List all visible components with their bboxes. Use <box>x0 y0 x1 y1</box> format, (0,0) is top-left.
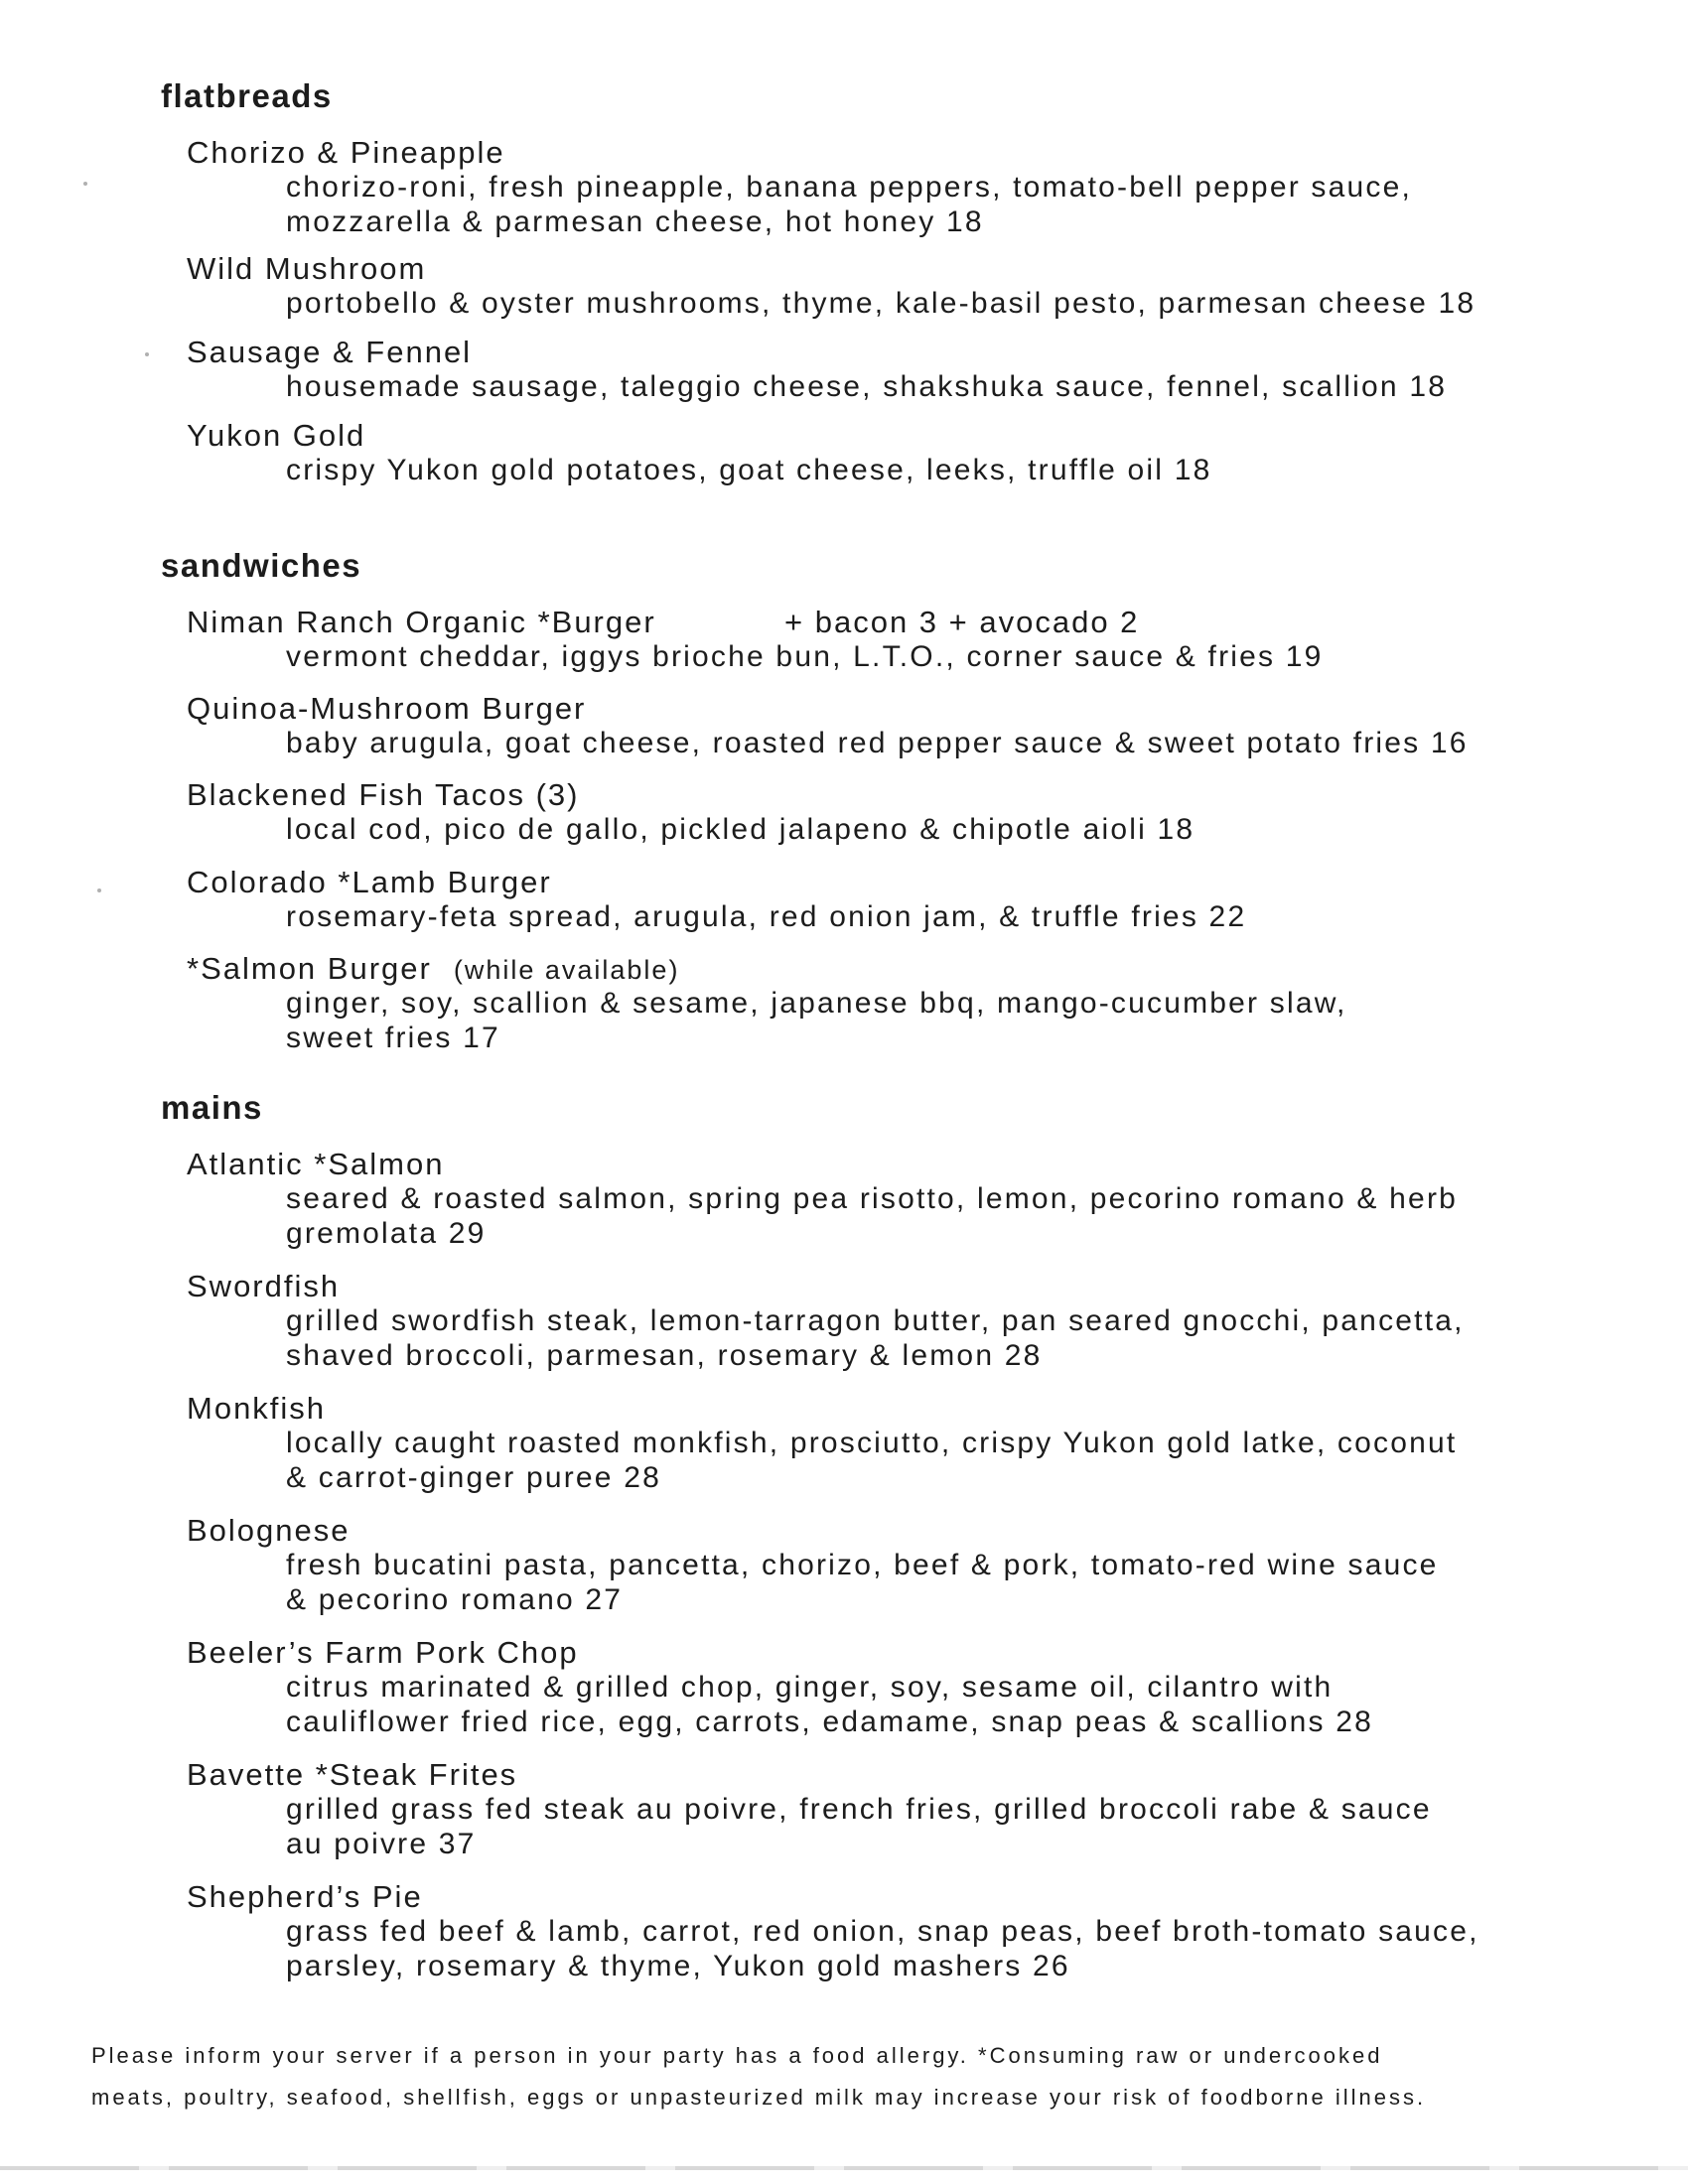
scan-speck <box>97 888 101 892</box>
menu-item-name: Bavette *Steak Frites <box>187 1757 518 1792</box>
section-heading-mains: mains <box>161 1089 263 1126</box>
menu-item-description <box>286 1303 1465 1373</box>
description-line: mozzarella & parmesan cheese, hot honey 18 <box>286 205 984 238</box>
menu-item-description <box>286 639 1324 674</box>
availability-note: (while available) <box>453 955 680 985</box>
menu-item-name: Swordfish <box>187 1269 341 1303</box>
item-name-text: *Salmon Burger <box>187 951 432 986</box>
allergy-disclaimer <box>91 2035 1640 2118</box>
menu-item-description <box>286 170 1412 239</box>
description-line: & pecorino romano 27 <box>286 1583 624 1616</box>
menu-item-name: Niman Ranch Organic *Burger <box>187 605 656 639</box>
description-line: citrus marinated & grilled chop, ginger, soy, sesame oil, cilantro with <box>286 1671 1334 1704</box>
menu-item-name: Atlantic *Salmon <box>187 1147 445 1181</box>
menu-item-name: Beeler’s Farm Pork Chop <box>187 1635 579 1670</box>
description-line: chorizo-roni, fresh pineapple, banana peppers, tomato-bell pepper sauce, <box>286 171 1413 204</box>
menu-item-name: Chorizo & Pineapple <box>187 135 505 170</box>
description-line: ginger, soy, scallion & sesame, japanese bbq, mango-cucumber slaw, <box>286 987 1347 1020</box>
menu-item-description <box>286 726 1469 760</box>
description-line: vermont cheddar, iggys brioche bun, L.T.O., corner sauce & fries 19 <box>286 640 1324 673</box>
description-line: portobello & oyster mushrooms, thyme, kale-basil pesto, parmesan cheese 18 <box>286 287 1477 320</box>
description-line: local cod, pico de gallo, pickled jalapeno & chipotle aioli 18 <box>286 813 1196 846</box>
description-line: au poivre 37 <box>286 1828 477 1860</box>
menu-item-description <box>286 1181 1458 1251</box>
description-line: grilled swordfish steak, lemon-tarragon butter, pan seared gnocchi, pancetta, <box>286 1304 1465 1337</box>
menu-item-description <box>286 812 1195 847</box>
description-line: parsley, rosemary & thyme, Yukon gold mashers 26 <box>286 1950 1070 1982</box>
scan-speck <box>145 352 149 356</box>
menu-item-name: Bolognese <box>187 1513 351 1548</box>
section-heading-flatbreads: flatbreads <box>161 77 333 114</box>
menu-item-name: Blackened Fish Tacos (3) <box>187 777 580 812</box>
menu-item-description <box>286 1914 1479 1983</box>
scan-speck <box>83 182 87 186</box>
menu-item-name: Sausage & Fennel <box>187 335 473 369</box>
disclaimer-line: meats, poultry, seafood, shellfish, eggs or unpasteurized milk may increase your risk of foodborne illness. <box>91 2085 1427 2110</box>
menu-item-name: Quinoa-Mushroom Burger <box>187 691 587 726</box>
description-line: cauliflower fried rice, egg, carrots, edamame, snap peas & scallions 28 <box>286 1706 1373 1738</box>
menu-item-description <box>286 1426 1457 1495</box>
menu-item-description <box>286 899 1246 934</box>
description-line: & carrot-ginger puree 28 <box>286 1461 661 1494</box>
menu-item-description <box>286 286 1476 321</box>
description-line: seared & roasted salmon, spring pea risotto, lemon, pecorino romano & herb <box>286 1182 1459 1215</box>
description-line: grilled grass fed steak au poivre, french fries, grilled broccoli rabe & sauce <box>286 1793 1432 1826</box>
menu-item-name: Monkfish <box>187 1391 327 1426</box>
description-line: rosemary-feta spread, arugula, red onion jam, & truffle fries 22 <box>286 900 1247 933</box>
menu-item-name: Shepherd’s Pie <box>187 1879 423 1914</box>
menu-item-description <box>286 453 1211 487</box>
description-line: crispy Yukon gold potatoes, goat cheese, leeks, truffle oil 18 <box>286 454 1212 486</box>
description-line: grass fed beef & lamb, carrot, red onion, snap peas, beef broth-tomato sauce, <box>286 1915 1479 1948</box>
menu-item-description <box>286 1670 1373 1739</box>
scan-edge-line <box>0 2166 1688 2170</box>
description-line: fresh bucatini pasta, pancetta, chorizo, beef & pork, tomato-red wine sauce <box>286 1549 1439 1581</box>
menu-item-name: Yukon Gold <box>187 418 366 453</box>
description-line: housemade sausage, taleggio cheese, shakshuka sauce, fennel, scallion 18 <box>286 370 1448 403</box>
menu-item-description <box>286 986 1346 1055</box>
menu-item-description <box>286 1548 1439 1617</box>
description-line: shaved broccoli, parmesan, rosemary & lemon 28 <box>286 1339 1043 1372</box>
menu-item-name <box>187 951 679 987</box>
menu-item-addons: + bacon 3 + avocado 2 <box>784 605 1140 639</box>
description-line: baby arugula, goat cheese, roasted red pepper sauce & sweet potato fries 16 <box>286 727 1469 759</box>
description-line: gremolata 29 <box>286 1217 487 1250</box>
description-line: locally caught roasted monkfish, prosciutto, crispy Yukon gold latke, coconut <box>286 1427 1458 1459</box>
menu-item-description <box>286 369 1447 404</box>
menu-item-name: Colorado *Lamb Burger <box>187 865 552 899</box>
menu-item-description <box>286 1792 1432 1861</box>
description-line: sweet fries 17 <box>286 1022 500 1054</box>
menu-item-name: Wild Mushroom <box>187 251 427 286</box>
disclaimer-line: Please inform your server if a person in your party has a food allergy. *Consuming raw or undercooked <box>91 2043 1383 2068</box>
section-heading-sandwiches: sandwiches <box>161 547 362 584</box>
